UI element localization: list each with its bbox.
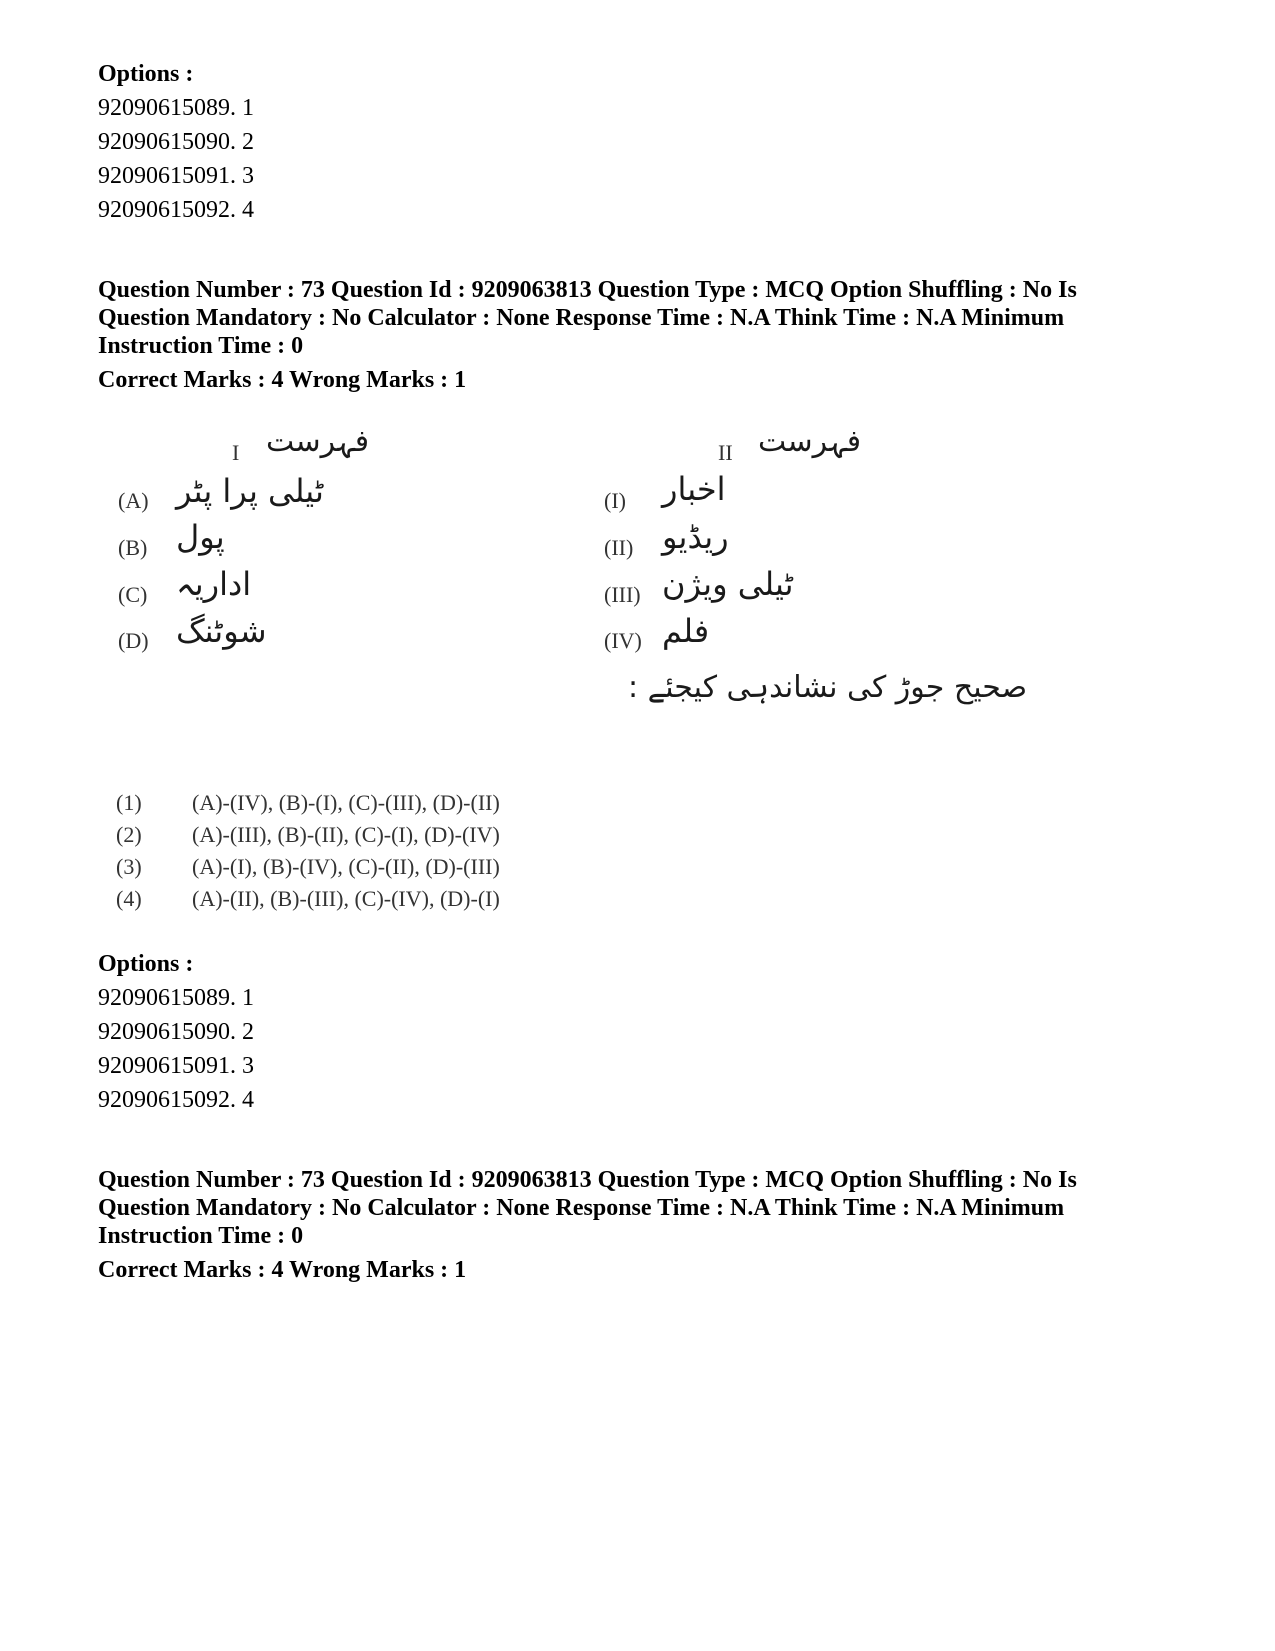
match-instruction: صحیح جوڑ کی نشاندہی کیجئے :	[628, 670, 1028, 705]
list1-item-label: (A)	[118, 488, 149, 513]
choice-text: (A)-(IV), (B)-(I), (C)-(III), (D)-(II)	[192, 790, 500, 815]
question-meta-line: Instruction Time : 0	[98, 1223, 304, 1249]
option-item: 92090615089. 1	[98, 95, 254, 121]
list2-item-label: (I)	[604, 488, 626, 513]
list1-item-label: (B)	[118, 535, 148, 560]
list1-item-text: ٹیلی پرا پٹر	[176, 472, 324, 510]
list1-item-label: (D)	[118, 628, 149, 653]
list2-numeral: II	[718, 440, 733, 465]
list2-item-text: ٹیلی ویژن	[662, 565, 794, 603]
list2-item-label: (IV)	[604, 628, 642, 653]
option-item: 92090615090. 2	[98, 129, 254, 155]
list1-heading: فہرست	[266, 424, 370, 459]
list1-numeral: I	[232, 440, 240, 465]
question-meta-line: Question Mandatory : No Calculator : None Response Time : N.A Think Time : N.A Minimum	[98, 1195, 1065, 1221]
marks-line: Correct Marks : 4 Wrong Marks : 1	[98, 1257, 467, 1283]
question-meta-line: Question Number : 73 Question Id : 9209063813 Question Type : MCQ Option Shuffling : No Is	[98, 277, 1077, 303]
choice-number: (4)	[116, 886, 142, 911]
list2-item-label: (III)	[604, 582, 641, 607]
list1-item-text: پول	[176, 518, 225, 556]
option-item: 92090615091. 3	[98, 163, 254, 189]
list2-item-label: (II)	[604, 535, 634, 560]
choice-number: (1)	[116, 790, 142, 815]
marks-line: Correct Marks : 4 Wrong Marks : 1	[98, 367, 467, 393]
list2-item-text: فلم	[662, 612, 710, 650]
choice-text: (A)-(I), (B)-(IV), (C)-(II), (D)-(III)	[192, 854, 500, 879]
option-item: 92090615089. 1	[98, 985, 254, 1011]
list2-heading: فہرست	[758, 424, 862, 459]
question-meta-line: Instruction Time : 0	[98, 333, 304, 359]
choice-text: (A)-(II), (B)-(III), (C)-(IV), (D)-(I)	[192, 886, 500, 911]
option-item: 92090615092. 4	[98, 197, 254, 223]
list2-item-text: ریڈیو	[662, 518, 729, 556]
list2-item-text: اخبار	[662, 470, 726, 508]
list1-item-label: (C)	[118, 582, 148, 607]
options-heading: Options :	[98, 951, 194, 977]
option-item: 92090615090. 2	[98, 1019, 254, 1045]
list1-item-text: شوٹنگ	[176, 612, 267, 650]
choice-number: (2)	[116, 822, 142, 847]
option-item: 92090615092. 4	[98, 1087, 254, 1113]
option-item: 92090615091. 3	[98, 1053, 254, 1079]
choice-number: (3)	[116, 854, 142, 879]
question-meta-line: Question Number : 73 Question Id : 9209063813 Question Type : MCQ Option Shuffling : No Is	[98, 1167, 1077, 1193]
list1-item-text: اداریہ	[176, 565, 252, 603]
question-meta-line: Question Mandatory : No Calculator : None Response Time : N.A Think Time : N.A Minimum	[98, 305, 1065, 331]
options-heading: Options :	[98, 61, 194, 87]
choice-text: (A)-(III), (B)-(II), (C)-(I), (D)-(IV)	[192, 822, 500, 847]
